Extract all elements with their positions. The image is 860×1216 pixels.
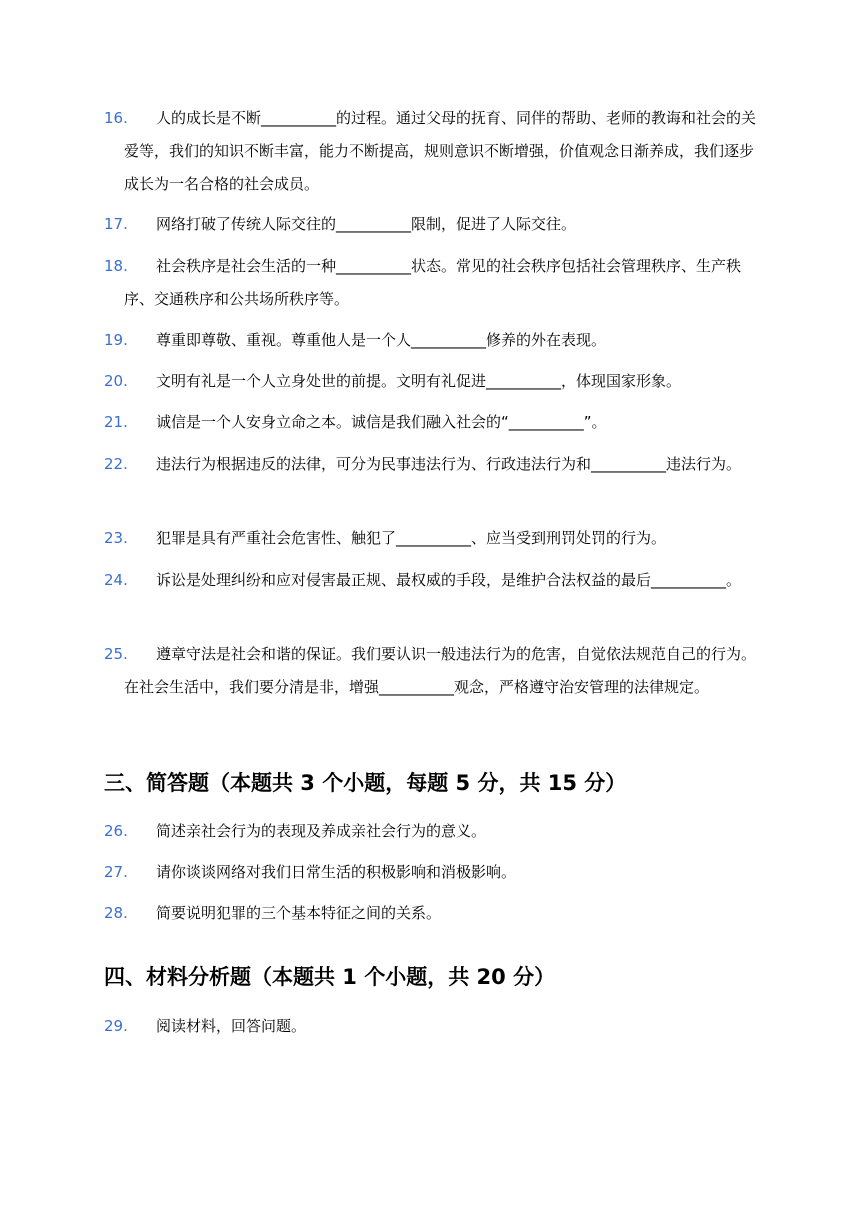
question-number: 21. (104, 413, 128, 431)
question-number: 29. (104, 1017, 128, 1035)
question-number: 24. (104, 571, 128, 589)
question-29 (104, 1010, 764, 1043)
question-text: 简要说明犯罪的三个基本特征之间的关系。 (156, 904, 442, 922)
section-heading-short-answer: 三、简答题（本题共 3 个小题，每题 5 分，共 15 分） (104, 771, 627, 795)
question-text: 请你谈谈网络对我们日常生活的积极影响和消极影响。 (156, 863, 517, 881)
question-text: 诉讼是处理纠纷和应对侵害最正规、最权威的手段，是维护合法权益的最后__________。 (156, 571, 742, 589)
question-number: 16. (104, 109, 128, 127)
question-text: 尊重即尊敬、重视。尊重他人是一个人__________修养的外在表现。 (156, 331, 607, 349)
question-text: 违法行为根据违反的法律，可分为民事违法行为、行政违法行为和__________违法行为。 (156, 455, 742, 473)
question-text: 遵章守法是社会和谐的保证。我们要认识一般违法行为的危害，自觉依法规范自己的行为。在社会生活中，我们要分清是非，增强__________观念，严格遵守治安管理的法律规定。 (124, 645, 757, 696)
question-27 (104, 856, 764, 889)
question-number: 26. (104, 822, 128, 840)
question-number: 28. (104, 904, 128, 922)
question-25 (104, 638, 764, 704)
question-19 (104, 324, 764, 357)
question-text: 社会秩序是社会生活的一种__________状态。常见的社会秩序包括社会管理秩序、生产秩序、交通秩序和公共场所秩序等。 (124, 257, 742, 308)
question-text: 简述亲社会行为的表现及养成亲社会行为的意义。 (156, 822, 487, 840)
question-number: 23. (104, 529, 128, 547)
question-text: 犯罪是具有严重社会危害性、触犯了__________、应当受到刑罚处罚的行为。 (156, 529, 667, 547)
question-24 (104, 564, 764, 597)
section-heading-material-analysis: 四、材料分析题（本题共 1 个小题，共 20 分） (104, 965, 556, 989)
question-26 (104, 815, 764, 848)
question-text: 文明有礼是一个人立身处世的前提。文明有礼促进__________，体现国家形象。 (156, 372, 682, 390)
question-number: 20. (104, 372, 128, 390)
question-text: 诚信是一个人安身立命之本。诚信是我们融入社会的“__________”。 (156, 413, 607, 431)
question-number: 27. (104, 863, 128, 881)
question-16 (104, 102, 764, 201)
question-number: 22. (104, 455, 128, 473)
question-17 (104, 208, 764, 241)
question-22 (104, 448, 764, 481)
question-23 (104, 522, 764, 555)
question-number: 19. (104, 331, 128, 349)
question-number: 25. (104, 645, 128, 663)
question-20 (104, 365, 764, 398)
question-number: 18. (104, 257, 128, 275)
question-text: 网络打破了传统人际交往的__________限制，促进了人际交往。 (156, 215, 577, 233)
question-28 (104, 897, 764, 930)
question-18 (104, 250, 764, 316)
question-text: 阅读材料，回答问题。 (156, 1017, 307, 1035)
question-text: 人的成长是不断__________的过程。通过父母的抚育、同伴的帮助、老师的教诲和社会的关爱等，我们的知识不断丰富，能力不断提高，规则意识不断增强，价值观念日渐养成，我们逐步成长为一名合格的社会成员。 (124, 109, 757, 193)
question-number: 17. (104, 215, 128, 233)
question-21 (104, 406, 764, 439)
